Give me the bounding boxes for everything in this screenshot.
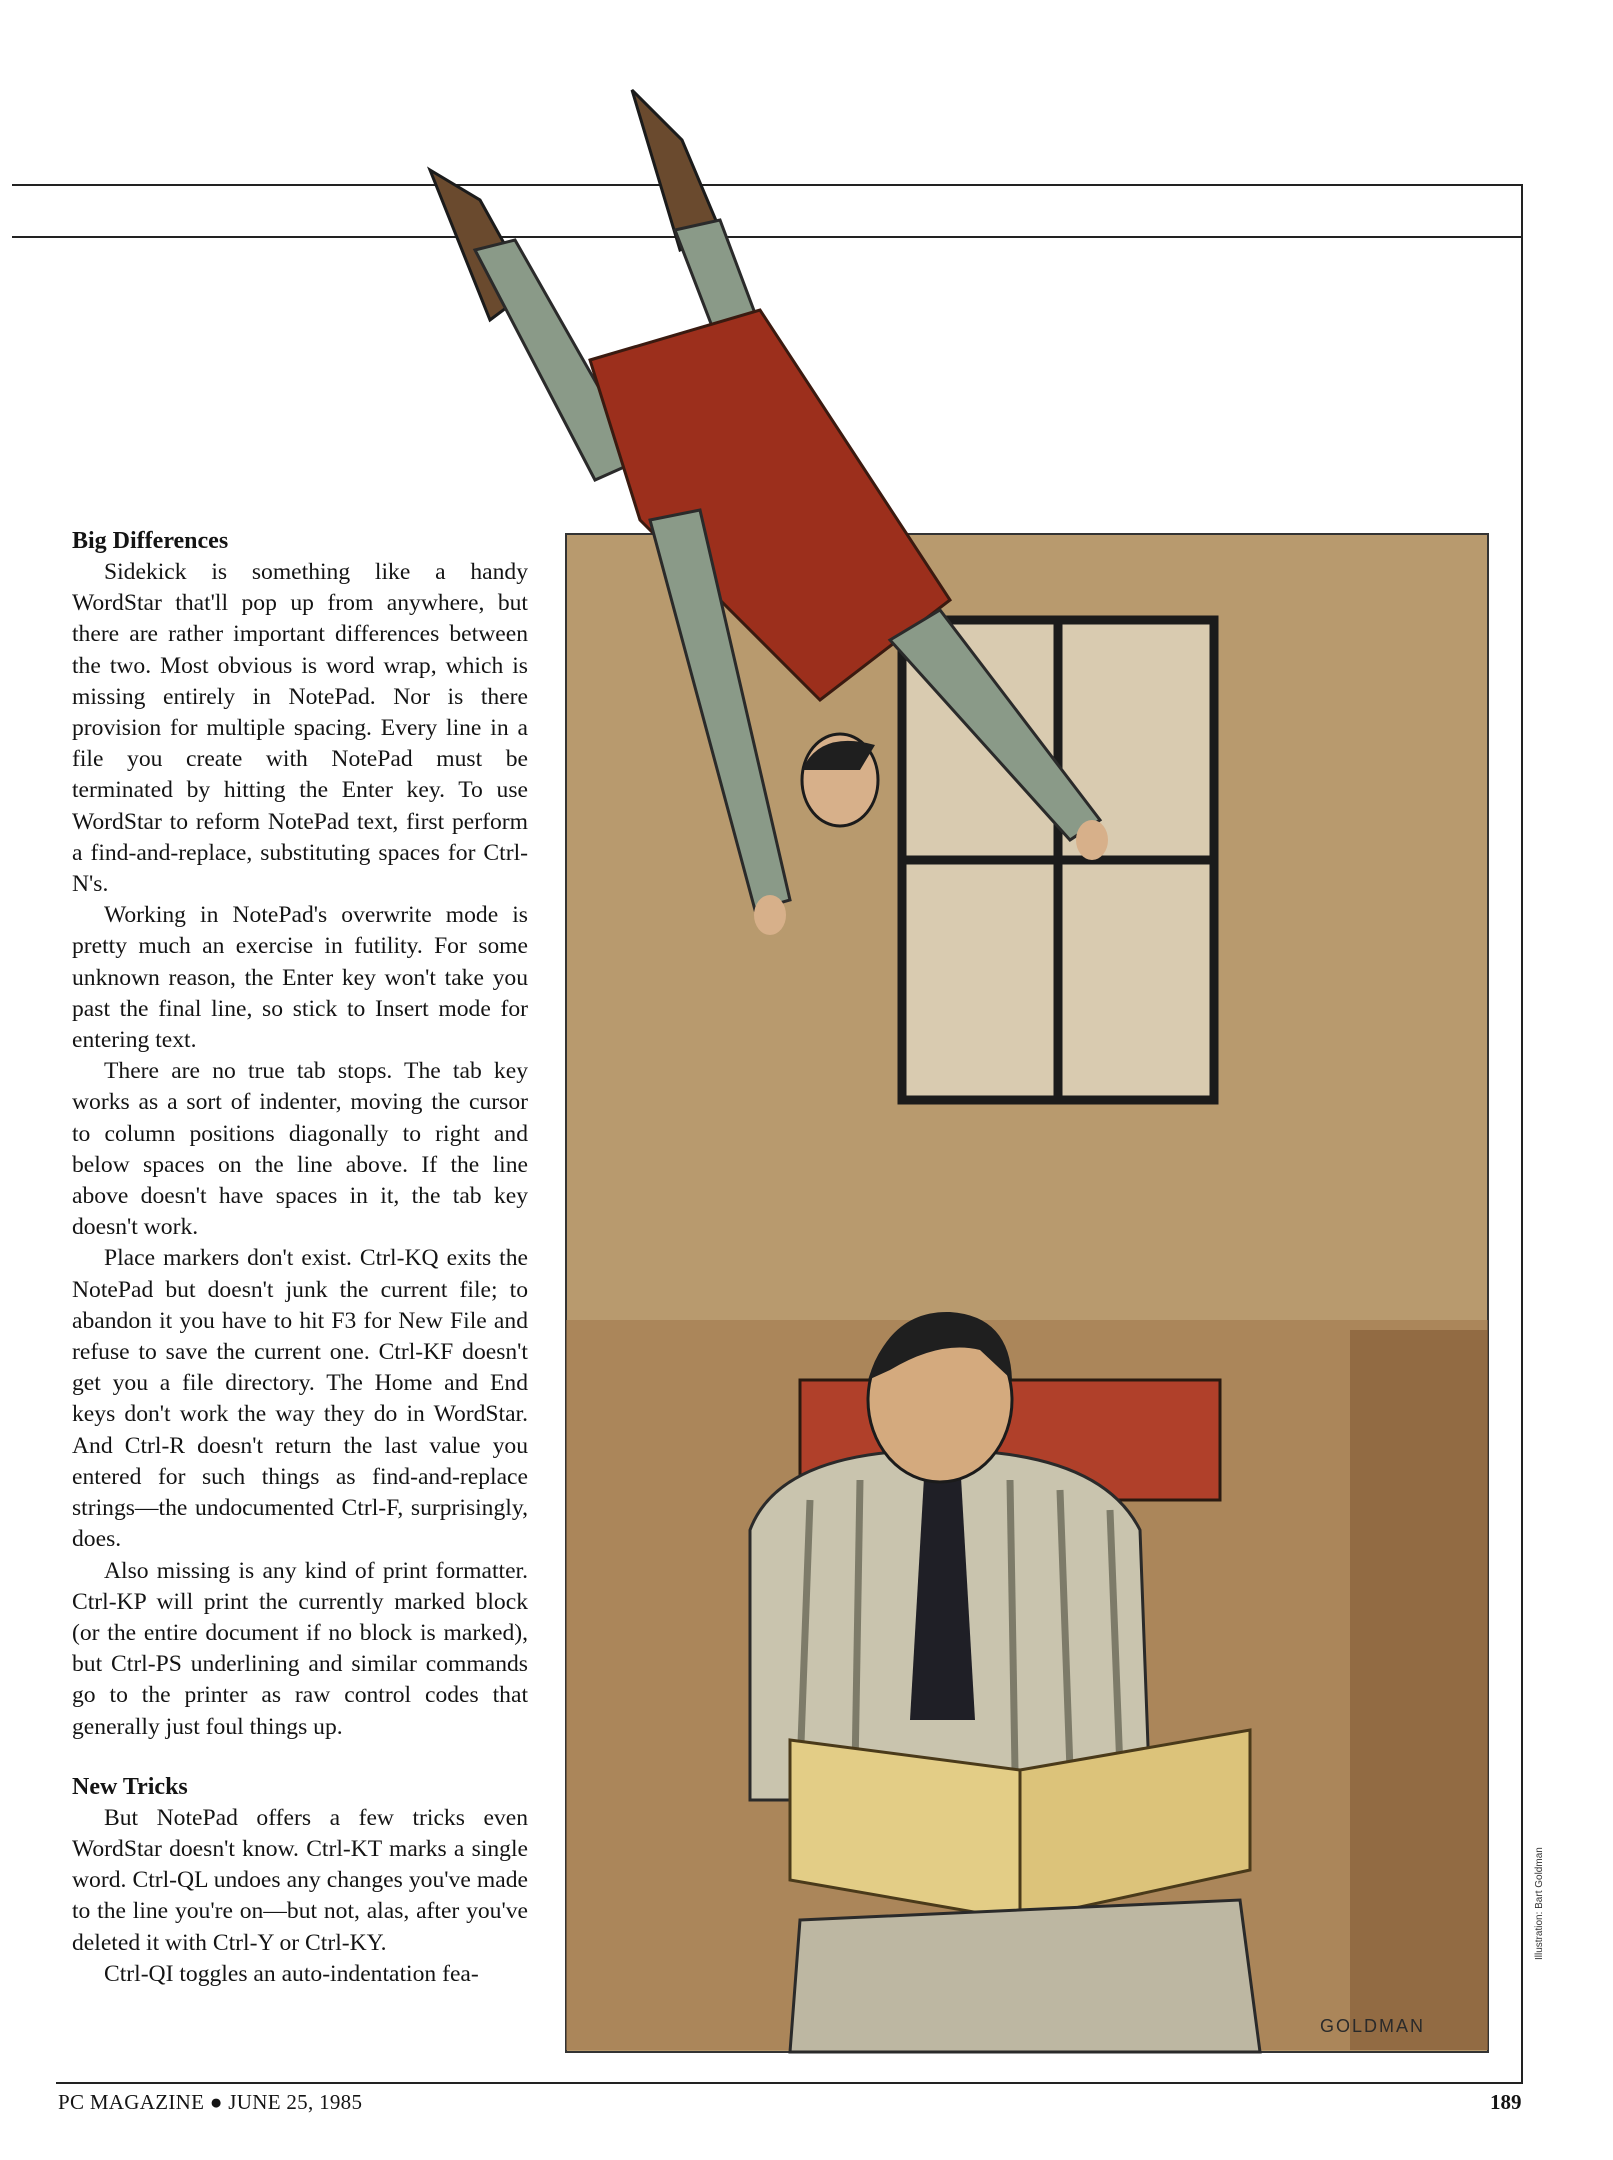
article-column (72, 525, 528, 1990)
paragraph: Also missing is any kind of print formatter. Ctrl-KP will print the currently marked block (or the entire document if no block is marked), but Ctrl-PS underlining and similar commands go to the printer as raw control codes that generally just foul things up. (72, 1557, 528, 1740)
paragraph: There are no true tab stops. The tab key works as a sort of indenter, moving the cursor to column positions diagonally to right and below spaces on the line above. If the line above doesn't have spaces in it, the tab key doesn't work. (72, 1058, 528, 1241)
artist-signature: GOLDMAN (1320, 2016, 1426, 2036)
illustration-credit: Illustration: Bart Goldman (1534, 1847, 1545, 1960)
right-rule (1521, 184, 1523, 2084)
page-number: 189 (1490, 2090, 1522, 2114)
footer-rule (56, 2082, 1523, 2084)
section-heading: New Tricks (72, 1773, 188, 1800)
paragraph: Sidekick is something like a handy WordStar that'll pop up from anywhere, but there are rather important differences between the two. Most obvious is word wrap, which is missing entirely in NotePad. Nor is there provision for multiple spacing. Every line in a file you create with NotePad must be terminated by hitting the Enter key. To use WordStar to reform NotePad text, first perform a find-and-replace, substituting spaces for Ctrl-N's. (72, 559, 528, 898)
paragraph: But NotePad offers a few tricks even WordStar doesn't know. Ctrl-KT marks a single word. Ctrl-QL undoes any changes you've made to the line you're on—but not, alas, after you've deleted it with Ctrl-Y or Ctrl-KY. (72, 1804, 528, 1956)
paragraph: Working in NotePad's overwrite mode is pretty much an exercise in futility. For some unknown reason, the Enter key won't take you past the final line, so stick to Insert mode for entering text. (72, 902, 528, 1054)
paragraph: Ctrl-QI toggles an auto-indentation fea- (104, 1960, 479, 1987)
footer-publication: PC MAGAZINE ● JUNE 25, 1985 (58, 2090, 363, 2114)
paragraph: Place markers don't exist. Ctrl-KQ exits the NotePad but doesn't junk the current file; to abandon it you have to hit F3 for New File and refuse to save the current one. Ctrl-KF doesn't get you a file directory. The Home and End keys don't work the way they do in WordStar. And Ctrl-R doesn't return the last value you entered for such things as find-and-replace strings—the undocumented Ctrl-F, surprisingly, does. (72, 1245, 528, 1553)
section-heading: Big Differences (72, 528, 229, 554)
illustration (420, 80, 1520, 2060)
